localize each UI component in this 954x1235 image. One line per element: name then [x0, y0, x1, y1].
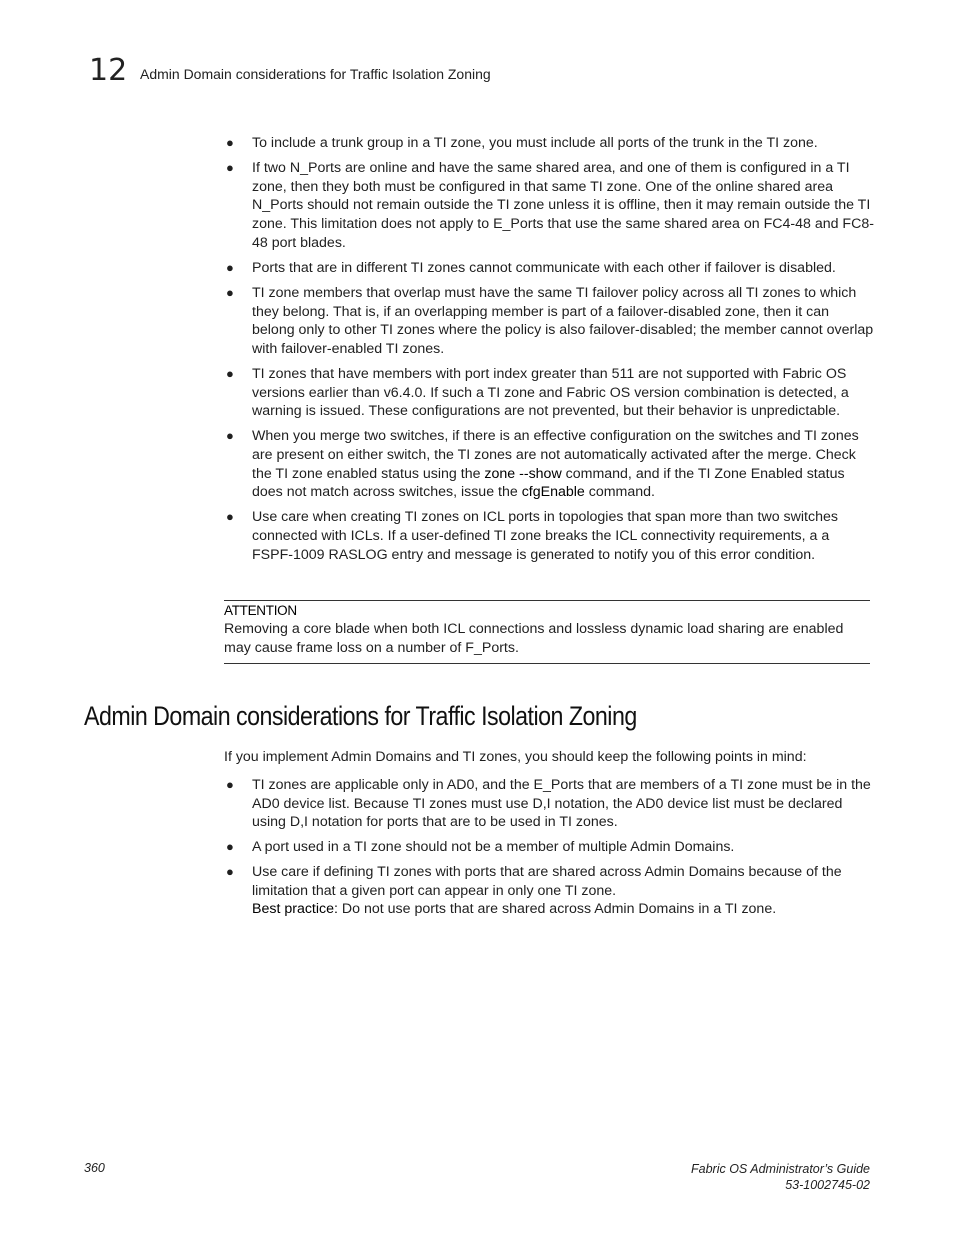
list-item: ● TI zones that have members with port index greater than 511 are not supported with Fabric OS versions earlier than v6.4.0. If such a TI zone and Fabric OS version combination is detected, a warning is issued. These configurations are not prevented, but their behavior is unpredictable. — [226, 365, 849, 420]
list-item: ● TI zone members that overlap must have the same TI failover policy across all TI zones to which they belong. That is, if an overlapping member is part of a failover-disabled zone, then it can belong only to other TI zones where the policy is also failover-disabled; the member cannot overlap with failover-enabled TI zones. — [226, 284, 874, 357]
list-item: ● Use care when creating TI zones on ICL ports in topologies that span more than two switches connected with ICLs. If a user-defined TI zone breaks the ICL connectivity requirements, a a FSPF-1009 RASLOG entry and message is generated to notify you of this error condition. — [226, 509, 838, 563]
bullet-icon: ● — [226, 863, 234, 879]
bullet-icon: ● — [226, 135, 234, 150]
best-practice-label: Best practice: — [252, 901, 338, 918]
bullet-list-admin-domain — [224, 776, 874, 925]
section-heading: Admin Domain considerations for Traffic Isolation Zoning — [84, 701, 637, 731]
running-header-title: Admin Domain considerations for Traffic Isolation Zoning — [140, 66, 491, 82]
list-item: ● Ports that are in different TI zones cannot communicate with each other if failover is disabled. — [226, 259, 836, 276]
list-item: ● When you merge two switches, if there is an effective configuration on the switches and TI zones are present on either switch, the TI zones are not automatically activated after the merge. Check the TI zone enabled status using the zone --show command, and if the TI Zone Enabled status does not match across switches, issue the cfgEnable command. — [226, 428, 859, 501]
attention-body: Removing a core blade when both ICL connections and lossless dynamic load sharing are enabled may cause frame loss on a number of F_Ports. — [224, 621, 844, 656]
section-intro: If you implement Admin Domains and TI zones, you should keep the following points in mind: — [224, 749, 807, 765]
bullet-icon: ● — [226, 428, 234, 444]
best-practice-text: Do not use ports that are shared across Admin Domains in a TI zone. — [337, 901, 777, 918]
bullet-icon: ● — [226, 839, 234, 855]
bullet-icon: ● — [226, 777, 234, 792]
command-zone-show: zone --show — [484, 465, 562, 482]
bullet-icon: ● — [226, 509, 234, 525]
bullet-icon: ● — [226, 160, 234, 175]
bullet-icon: ● — [226, 259, 234, 275]
bullet-list-ti-zone-rules — [224, 134, 874, 571]
list-item: ● If two N_Ports are online and have the same shared area, and one of them is configured in a TI zone, then they both must be configured in that same TI zone. One of the online shared area N_Ports should not remain outside the TI zone unless it is offline, then it may remain outside the TI zone. This limitation does not apply to E_Ports that use the same shared area on FC4-48 and FC8-48 port blades. — [226, 160, 874, 251]
document-number: 53-1002745-02 — [785, 1178, 870, 1192]
chapter-number: 12 — [89, 53, 128, 88]
attention-title: ATTENTION — [224, 603, 297, 618]
bullet-icon: ● — [226, 284, 234, 300]
book-title: Fabric OS Administrator’s Guide — [691, 1162, 870, 1176]
bullet-icon: ● — [226, 365, 234, 381]
command-cfgenable: cfgEnable — [521, 484, 585, 501]
page-number: 360 — [84, 1161, 105, 1175]
list-item: ● A port used in a TI zone should not be a member of multiple Admin Domains. — [226, 839, 735, 856]
list-item: ● To include a trunk group in a TI zone, you must include all ports of the trunk in the TI zone. — [226, 135, 818, 151]
list-item: ● TI zones are applicable only in AD0, and the E_Ports that are members of a TI zone must be in the AD0 device list. Because TI zones must use D,I notation, the AD0 device list must be declared using D,I notation for ports that are to be used in TI zones. — [226, 777, 871, 831]
list-item: ● Use care if defining TI zones with ports that are shared across Admin Domains because of the limitation that a given port can appear in only one TI zone. Best practice: Do not use ports that are shared across Admin Domains in a TI zone. — [226, 863, 842, 918]
attention-box — [224, 600, 870, 664]
footer-book-info — [691, 1161, 870, 1193]
